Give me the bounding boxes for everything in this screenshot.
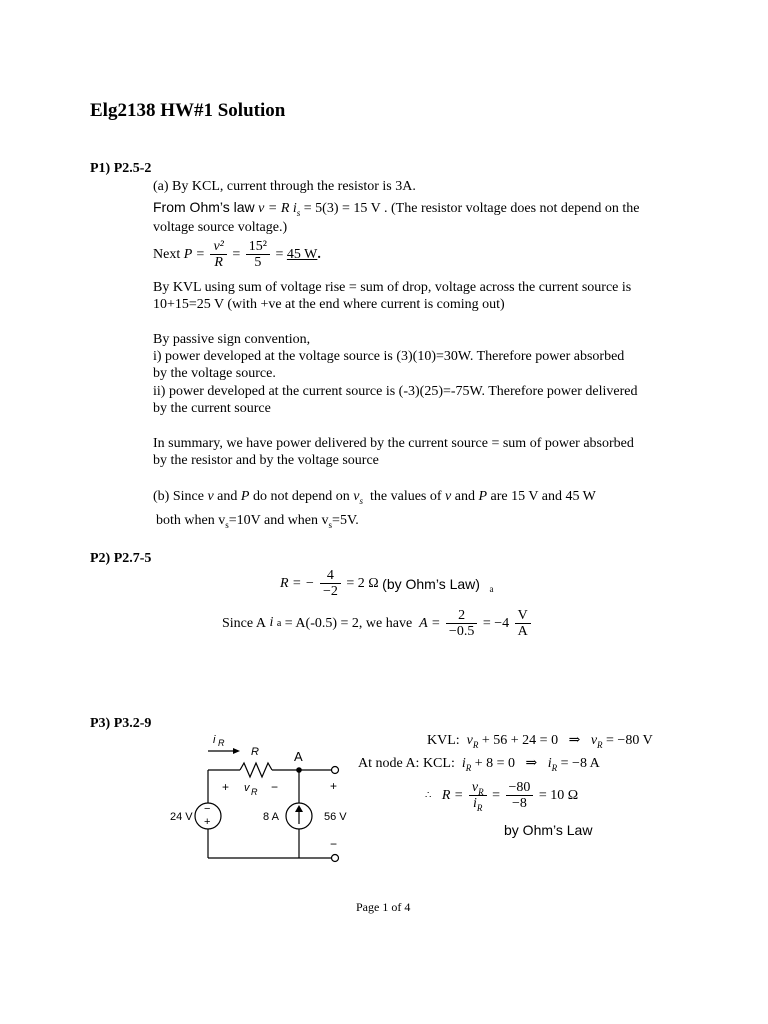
- p1-heading: P1) P2.5-2: [90, 161, 152, 176]
- current-source-arrow-head: [295, 805, 303, 812]
- p1-p-lhs: P =: [183, 246, 205, 262]
- p3-r-num: v: [471, 780, 479, 795]
- p1-i-line2: by the voltage source.: [153, 366, 276, 381]
- vsource-plus: +: [204, 816, 211, 828]
- p1-b-line2a: both when v: [156, 513, 226, 528]
- ir-label-sub: R: [218, 738, 225, 748]
- p1-frac1-den: R: [214, 255, 223, 270]
- p3-kvl-arrow: ⇒: [568, 733, 581, 748]
- p2-r-rhs: = 2 Ω: [346, 575, 379, 591]
- p3-r-frac1-den-wrap: [469, 796, 487, 811]
- p2-a-unit-num: V: [515, 608, 531, 624]
- p1-next: Next: [153, 246, 181, 262]
- p1-b-and: and: [217, 489, 238, 504]
- p2-a-lhs: A =: [419, 615, 441, 631]
- p1-ii-line2: by the current source: [153, 401, 271, 416]
- p3-kcl-line: [358, 755, 600, 773]
- p1-frac1: [210, 239, 226, 270]
- p1-kvl-line2: 10+15=25 V (with +ve at the end where current is coming out): [153, 297, 505, 312]
- p2-since-rest: = A(-0.5) = 2, we have: [284, 615, 413, 631]
- p1-ohm-line: [153, 198, 639, 218]
- p3-kcl-i: i: [461, 756, 466, 771]
- p2-a-frac: [446, 608, 477, 639]
- p3-therefore: ∴: [425, 789, 432, 801]
- p3-r-frac1: [469, 780, 487, 811]
- p3-kcl-res-sub: R: [551, 762, 558, 773]
- p1-frac2: [246, 239, 270, 270]
- p1-summary-line1: In summary, we have power delivered by the current source = sum of power absorbed: [153, 436, 634, 451]
- p1-frac1-num: v²: [210, 239, 226, 255]
- p3-kvl-line: [427, 732, 653, 750]
- terminal-top: [332, 767, 339, 774]
- p1-ohm-eq: v = R i: [258, 201, 297, 216]
- node-a-label: A: [294, 749, 303, 764]
- p2-a-unit: [515, 608, 531, 639]
- p3-r-num-sub: R: [478, 786, 484, 797]
- ir-label: i: [213, 734, 216, 746]
- p1-frac2-num: 15²: [246, 239, 270, 255]
- p3-circuit-diagram: [160, 728, 360, 868]
- p3-kvl-rest: + 56 + 24 = 0: [481, 733, 559, 748]
- ir-arrow-head: [233, 748, 240, 754]
- p1-b-v2: v: [445, 489, 452, 504]
- p2-r-num: 4: [320, 568, 341, 584]
- p1-b-sub2: s: [328, 519, 333, 530]
- p1-b-sub1: s: [225, 519, 229, 530]
- p1-b-line2b: =10V and when v: [228, 513, 329, 528]
- p1-b-since: (b) Since: [153, 489, 204, 504]
- p2-ia: i: [269, 615, 274, 630]
- p2-a-num: 2: [446, 608, 477, 624]
- p1-i-line1: i) power developed at the voltage source is (3)(10)=30W. Therefore power absorbed: [153, 349, 625, 364]
- vout-plus: +: [330, 779, 338, 793]
- vout-minus: −: [330, 837, 338, 851]
- p1-b-vs: v: [353, 489, 360, 504]
- p1-kcl-line: (a) By KCL, current through the resistor is 3A.: [153, 179, 416, 194]
- p3-kcl-arrow: ⇒: [525, 756, 538, 771]
- p1-b-line1: [153, 488, 596, 506]
- vr-label-sub: R: [251, 787, 258, 797]
- p3-r-val: = 10 Ω: [538, 787, 579, 803]
- p3-kcl-rest: + 8 = 0: [474, 756, 516, 771]
- p3-kvl-res-val: = −80 V: [606, 733, 653, 748]
- p2-a-den: −0.5: [448, 624, 475, 639]
- vr-plus: +: [222, 780, 230, 794]
- vout-label: 56 V: [324, 811, 347, 823]
- vsource-label: 24 V: [170, 811, 193, 823]
- p2-r-frac: [320, 568, 341, 599]
- p1-b-and2: and: [454, 489, 475, 504]
- p1-power-eq: [153, 239, 321, 270]
- vr-minus: −: [271, 780, 279, 794]
- p3-kvl-res: v: [590, 733, 598, 748]
- p1-eq2: =: [275, 246, 284, 262]
- p3-kvl-v: v: [466, 733, 473, 748]
- p3-r-eq: [425, 780, 578, 811]
- p2-a-mid: = −4: [482, 615, 510, 631]
- p1-ohm-note: (The resistor voltage does not depend on the: [391, 201, 640, 216]
- p1-b-vs-sub: s: [359, 495, 363, 506]
- p3-kcl-label: At node A: KCL:: [358, 756, 455, 771]
- p1-b-P: P: [240, 489, 250, 504]
- p1-ohm-prefix: From Ohm’s law: [153, 199, 255, 215]
- p1-p-dot: .: [317, 246, 321, 262]
- terminal-bottom: [332, 855, 339, 862]
- p1-eq1: =: [232, 246, 241, 262]
- page-title: Elg2138 HW#1 Solution: [90, 100, 286, 121]
- p2-r-stray: a: [489, 583, 494, 594]
- p1-b-end: are 15 V and 45 W: [490, 489, 596, 504]
- p3-r-frac1-num-wrap: [469, 780, 487, 796]
- p1-kvl-line1: By KVL using sum of voltage rise = sum of drop, voltage across the current source is: [153, 280, 632, 295]
- p2-r-eq: [280, 568, 493, 599]
- p3-r-eq1: =: [492, 787, 500, 803]
- p2-since: Since A: [222, 615, 266, 631]
- p3-r-lhs: R =: [441, 787, 464, 803]
- p1-ohm-note2: voltage source voltage.): [153, 220, 288, 235]
- p1-ohm-sub: s: [296, 207, 301, 218]
- p2-r-note: (by Ohm’s Law): [382, 575, 480, 592]
- p1-b-v: v: [207, 489, 214, 504]
- p3-ohm-note: by Ohm’s Law: [504, 822, 593, 838]
- p3-kcl-res: i: [547, 756, 552, 771]
- p1-b-dont: do not depend on: [252, 489, 350, 504]
- p1-ohm-rhs: = 5(3) = 15 V .: [303, 201, 388, 216]
- p3-kvl-sub: R: [472, 739, 479, 750]
- node-a-dot: [296, 767, 302, 773]
- p1-b-P2: P: [478, 489, 488, 504]
- p2-ia-wrap: [269, 615, 281, 632]
- p2-r-den: −2: [322, 584, 338, 599]
- resistor-zigzag: [240, 763, 272, 777]
- p1-summary-line2: by the resistor and by the voltage source: [153, 453, 379, 468]
- page-footer: Page 1 of 4: [356, 900, 411, 914]
- p1-ii-line1: ii) power developed at the current source is (-3)(25)=-75W. Therefore power delivered: [153, 384, 638, 399]
- p3-heading: P3) P3.2-9: [90, 716, 152, 731]
- p3-kcl-res-val: = −8 A: [560, 756, 600, 771]
- p1-frac2-den: 5: [254, 255, 262, 270]
- vr-label: v: [244, 782, 250, 794]
- p3-kcl-sub: R: [465, 762, 472, 773]
- p3-r-num2: −80: [506, 780, 534, 796]
- isource-label: 8 A: [263, 811, 279, 823]
- p1-psc: By passive sign convention,: [153, 332, 311, 347]
- p3-r-den2: −8: [512, 796, 527, 811]
- p1-p-rhs: 45 W: [286, 246, 318, 262]
- p2-a-unit-den: A: [517, 624, 528, 639]
- p2-ia-sub: a: [276, 618, 282, 629]
- p3-kvl-res-sub: R: [597, 739, 603, 750]
- p2-heading: P2) P2.7-5: [90, 551, 152, 566]
- p2-a-eq: [222, 608, 533, 639]
- p2-r-lhs: R = −: [280, 575, 315, 591]
- p3-r-frac2: [506, 780, 534, 811]
- p3-kvl-label: KVL:: [427, 733, 460, 748]
- p1-b-line2c: =5V.: [332, 513, 359, 528]
- p1-b-line2: [156, 512, 359, 530]
- resistor-label: R: [251, 746, 259, 758]
- p3-r-den: i: [473, 796, 477, 811]
- p1-b-rest: the values of: [370, 489, 442, 504]
- p3-r-den-sub: R: [476, 802, 483, 813]
- vsource-minus: −: [204, 803, 211, 815]
